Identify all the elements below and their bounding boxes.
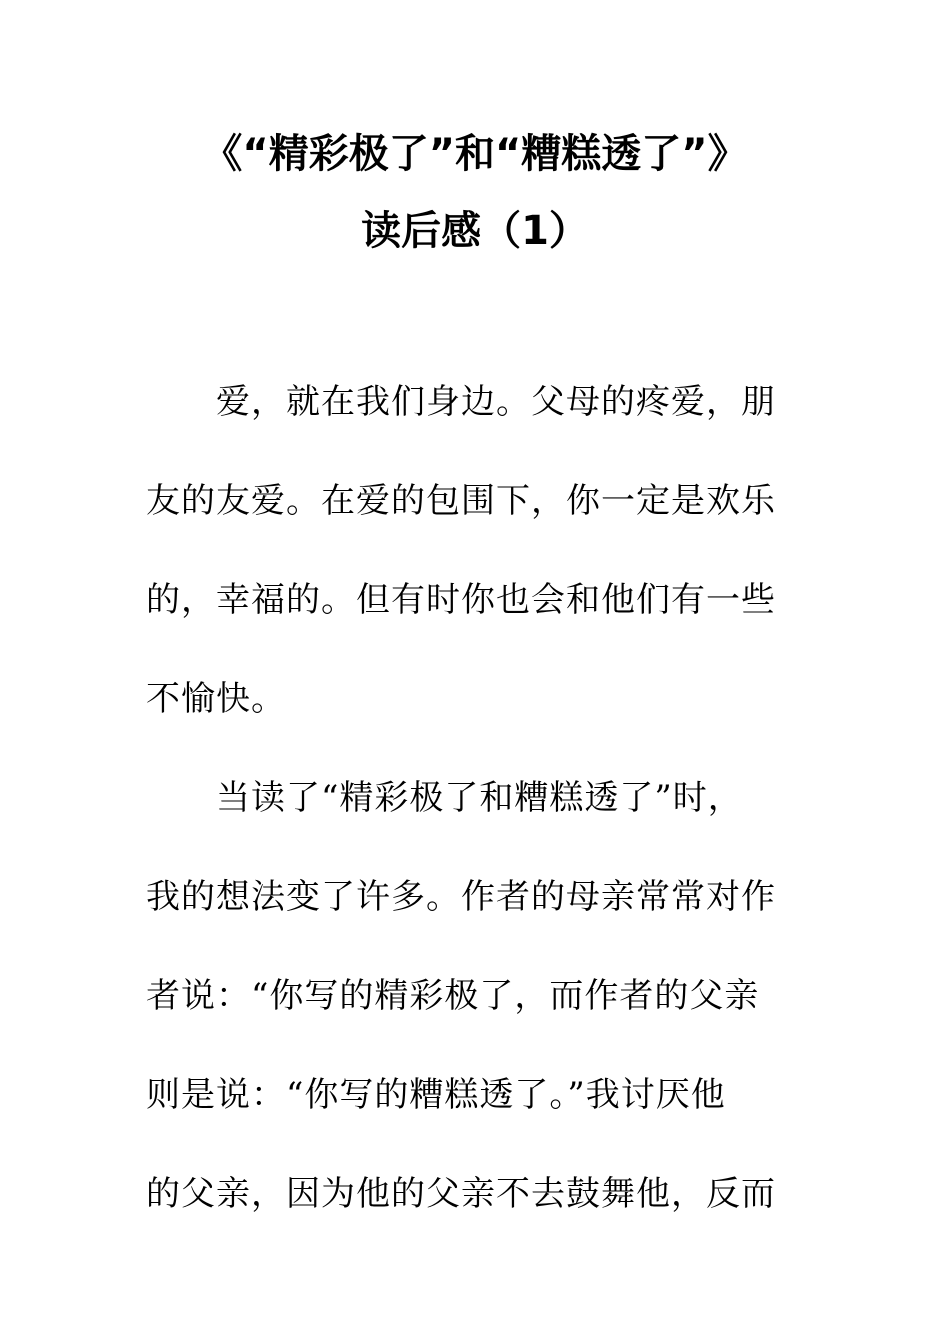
body-line-3: 的，幸福的。但有时你也会和他们有一些 — [146, 580, 776, 620]
body-line-1: 爱，就在我们身边。父母的疼爱，朋 — [216, 382, 776, 422]
body-line-2: 友的友爱。在爱的包围下，你一定是欢乐 — [146, 481, 776, 521]
body-line-8: 则是说：“你写的糟糕透了。”我讨厌他 — [146, 1075, 726, 1115]
document-title-line-2: 读后感（1） — [361, 208, 589, 254]
document-title-line-1: 《“精彩极了”和“糟糕透了”》 — [202, 131, 748, 177]
body-line-9: 的父亲，因为他的父亲不去鼓舞他，反而 — [146, 1174, 776, 1214]
body-line-6: 我的想法变了许多。作者的母亲常常对作 — [146, 877, 776, 917]
body-line-4: 不愉快。 — [146, 679, 286, 719]
body-line-5: 当读了“精彩极了和糟糕透了”时， — [216, 778, 743, 818]
body-line-7: 者说：“你写的精彩极了，而作者的父亲 — [146, 976, 760, 1016]
